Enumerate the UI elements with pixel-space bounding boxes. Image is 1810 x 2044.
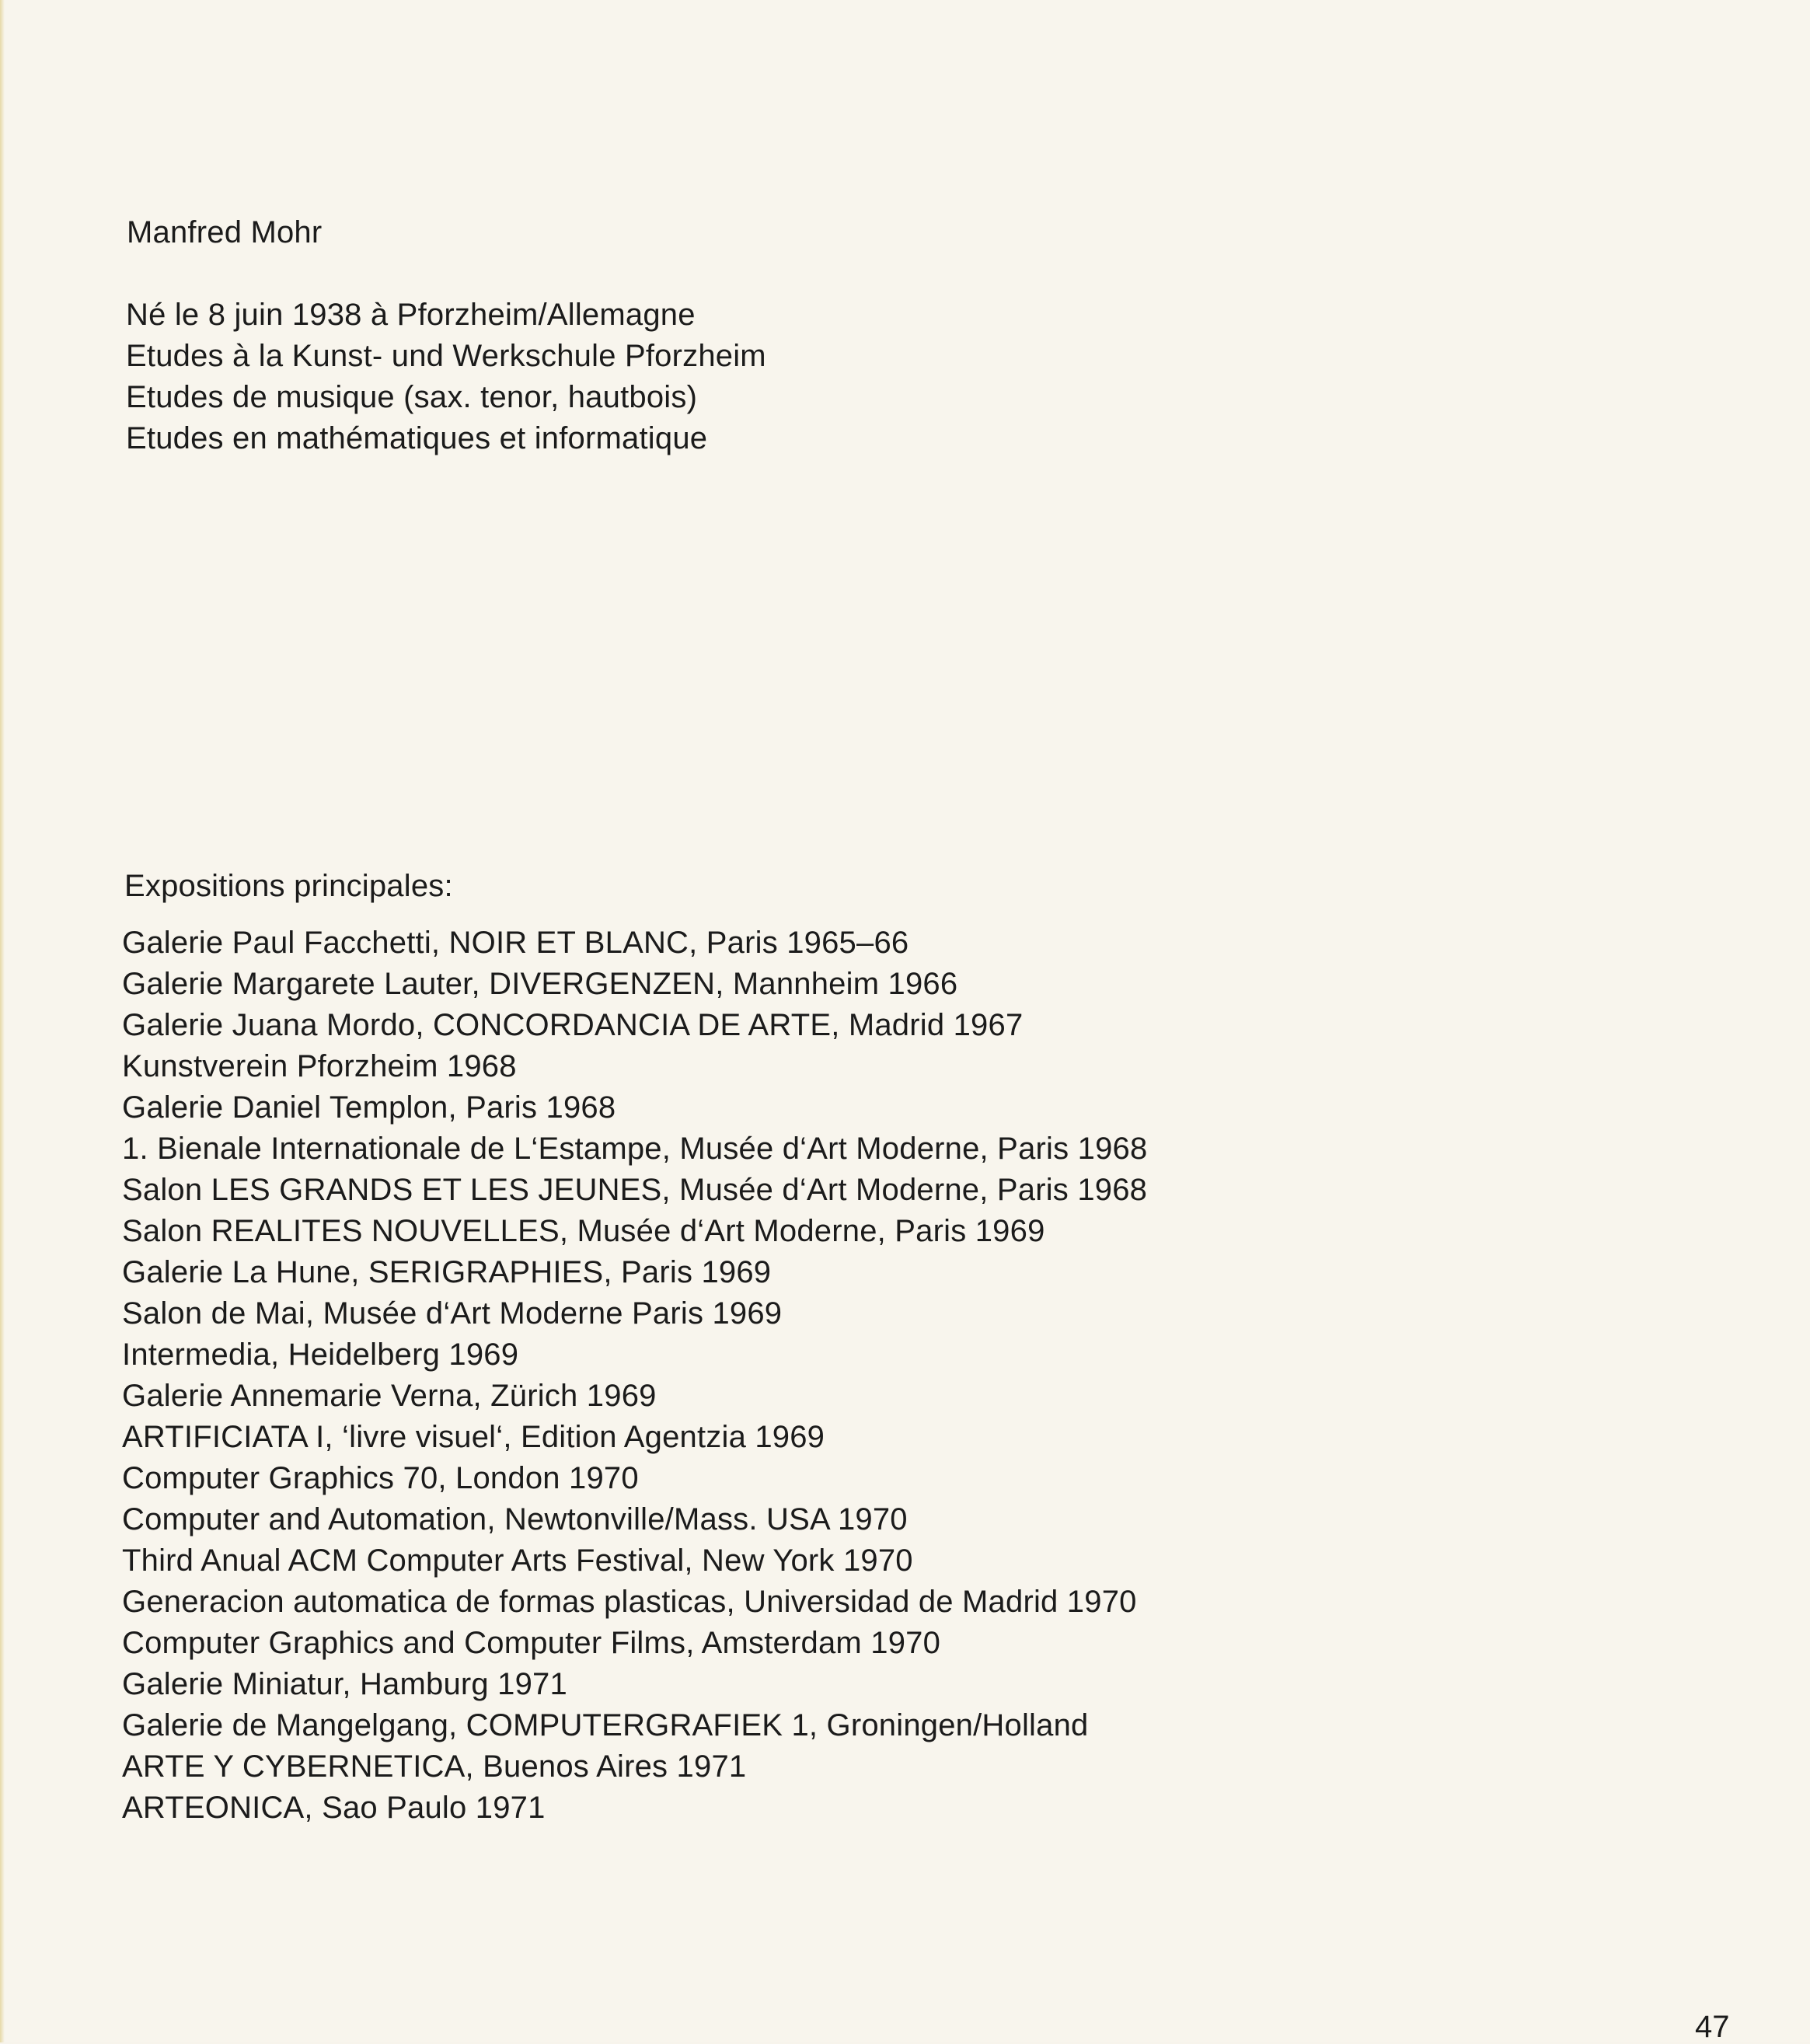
exhibition-item: Third Anual ACM Computer Arts Festival, New York 1970: [122, 1543, 913, 1578]
exhibition-item: Galerie Annemarie Verna, Zürich 1969: [122, 1379, 657, 1413]
exhibition-item: Computer and Automation, Newtonville/Mass. USA 1970: [122, 1502, 908, 1536]
artist-name: Manfred Mohr: [127, 215, 323, 249]
page-edge: [0, 0, 5, 2042]
biography-line: Etudes de musique (sax. tenor, hautbois): [126, 380, 698, 414]
exhibition-item: Computer Graphics and Computer Films, Amsterdam 1970: [122, 1626, 941, 1660]
exhibition-item: Intermedia, Heidelberg 1969: [122, 1338, 519, 1372]
exhibition-item: Salon LES GRANDS ET LES JEUNES, Musée d‘Art Moderne, Paris 1968: [122, 1173, 1148, 1207]
page-number: 47: [1695, 2010, 1730, 2044]
exhibition-item: ARTE Y CYBERNETICA, Buenos Aires 1971: [122, 1749, 747, 1784]
exhibition-item: Computer Graphics 70, London 1970: [122, 1461, 639, 1495]
exhibition-item: Galerie de Mangelgang, COMPUTERGRAFIEK 1, Groningen/Holland: [122, 1708, 1089, 1742]
exhibition-item: Galerie Daniel Templon, Paris 1968: [122, 1090, 616, 1125]
exhibitions-list: [122, 923, 1147, 1829]
exhibition-item: 1. Bienale Internationale de L‘Estampe, Musée d‘Art Moderne, Paris 1968: [122, 1132, 1148, 1166]
biography-line: Né le 8 juin 1938 à Pforzheim/Allemagne: [126, 298, 696, 332]
exhibition-item: ARTIFICIATA I, ‘livre visuel‘, Edition Agentzia 1969: [122, 1420, 825, 1454]
biography-line: Etudes à la Kunst- und Werkschule Pforzheim: [126, 339, 766, 373]
exhibition-item: Generacion automatica de formas plasticas, Universidad de Madrid 1970: [122, 1585, 1137, 1619]
exhibition-item: Galerie Juana Mordo, CONCORDANCIA DE ARTE, Madrid 1967: [122, 1008, 1024, 1042]
exhibition-item: Galerie Margarete Lauter, DIVERGENZEN, Mannheim 1966: [122, 967, 958, 1001]
exhibition-item: Galerie La Hune, SERIGRAPHIES, Paris 1969: [122, 1255, 772, 1289]
exhibition-item: ARTEONICA, Sao Paulo 1971: [122, 1791, 546, 1825]
exhibition-item: Salon de Mai, Musée d‘Art Moderne Paris 1969: [122, 1296, 783, 1331]
exhibitions-heading: Expositions principales:: [124, 869, 453, 903]
exhibition-item: Kunstverein Pforzheim 1968: [122, 1049, 517, 1083]
biography-section: [126, 295, 766, 459]
exhibition-item: Salon REALITES NOUVELLES, Musée d‘Art Moderne, Paris 1969: [122, 1214, 1045, 1248]
biography-line: Etudes en mathématiques et informatique: [126, 421, 708, 455]
exhibition-item: Galerie Miniatur, Hamburg 1971: [122, 1667, 567, 1701]
exhibition-item: Galerie Paul Facchetti, NOIR ET BLANC, Paris 1965–66: [122, 926, 909, 960]
